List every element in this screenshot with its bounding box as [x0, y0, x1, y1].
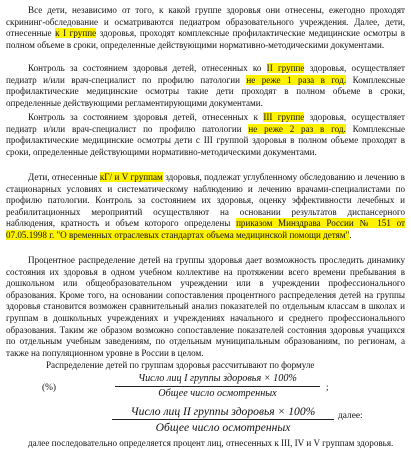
paragraph-text: Комплексные профилактические медицинские осмотры такие дети проходят в полном объеме в сроки, определенные действующими регламентирующими документами. [6, 74, 406, 108]
highlight-order-reference: приказом Минздрава России № 151 от 07.05.1998 г. "О временных отраслевых стандартах объема медицинской помощи детям" [6, 218, 405, 240]
highlight-group-2: II группе [266, 63, 305, 73]
paragraph-text: Контроль за состоянием здоровья детей, отнесенных к [28, 112, 258, 122]
highlight-group-1: к I группе [55, 28, 97, 39]
highlight-group-4-5: кГ/ и V группам [99, 172, 163, 182]
formula-suffix: далее: [338, 411, 363, 421]
highlight-frequency-2: не реже 2 раз в год. [248, 123, 346, 134]
paragraph-text: Контроль за состоянием здоровья детей, отнесенных ко [28, 63, 262, 73]
fraction-bar [115, 386, 320, 387]
highlight-group-3: III группе [263, 112, 305, 122]
fraction-numerator: Число лиц II группы здоровья × 100% [130, 405, 316, 418]
formula-group-2 [0, 403, 411, 443]
paragraph-text: здоровья, осуществляет педиатр и/или врач-специалист по профилю патологии [6, 112, 405, 134]
formula-suffix: ; [326, 383, 329, 393]
paragraph-1 [6, 5, 405, 51]
formula-prefix: (%) [42, 383, 57, 393]
paragraph-5 [6, 255, 405, 359]
fraction-numerator: Число лиц I группы здоровья × 100% [138, 373, 297, 384]
highlight-frequency-1: не реже 1 раза в год. [246, 74, 347, 85]
paragraph-text: Процентное распределение детей на группы здоровья дает возможность проследить динамику состояния их здоровья в одном учебном коллективе на протяжении всего времени пребывания в дошкольном или общеобразовательном учреждении или в учреждении профессионального образования. Кроме того, на основании сопоставления процентного распределения детей на группы здоровья становится возможен сравнительный анализ показателей по отдельным классам в школах и группам в дошкольных учреждениях и учреждениях начального и среднего профессионального образования. Таким же образом возможно сопоставление показателей состояния здоровья учащихся по отдельным учебным заведениям, по отдельным муниципальным образованиям, по регионам, а также на популяционном уровне в России в целом. [6, 255, 405, 358]
fraction-bar [112, 419, 334, 420]
paragraph-4 [6, 172, 405, 242]
fraction-group-2 [112, 405, 334, 434]
paragraph-text: далее последовательно определяется процент лиц, отнесенных к III, IV и V группам здоровья. [28, 438, 394, 448]
paragraph-text: Распределение детей по группам здоровья рассчитывают по формуле [46, 360, 315, 370]
fraction-denominator: Общее число осмотренных [158, 388, 277, 399]
paragraph-2 [6, 63, 405, 109]
paragraph-3 [6, 112, 405, 158]
paragraph-text: . [349, 229, 352, 240]
paragraph-text: здоровья, осуществляет педиатр и/или врач-специалист по профилю патологии [6, 63, 405, 85]
fraction-group-1 [115, 373, 320, 400]
paragraph-text: Дети, отнесенные [28, 172, 98, 182]
paragraph-7 [6, 438, 405, 450]
paragraph-text: Комплексные профилактические медицинские осмотры дети с III группой здоровья в полном объеме проходят в сроки, определенные действующими нормативно-методическими документами. [6, 123, 405, 157]
paragraph-text: здоровья, проходят комплексные профилактические медицинские осмотры в полном объеме в сроки, определенные действующими нормативно-методическими документами. [6, 28, 406, 50]
formula-group-1 [0, 370, 411, 404]
paragraph-text: Все дети, независимо от того, к какой группе здоровья они отнесены, ежегодно проходят скрининг-обследование и осматриваются педиатром образовательного учреждения. Далее, дети, отнесенные [6, 5, 405, 39]
fraction-denominator: Общее число осмотренных [155, 421, 291, 434]
paragraph-text: здоровья, подлежат углубленному обследованию и лечению в стационарных условиях и систематическому наблюдению и лечению врачами-специалистами по профилю патологии. Контроль за состоянием их здоровья, оценку эффективности лечебных и реабилитационных мероприятий осуществляют на основании результатов диспансерного наблюдения, кратность и объем которого определены [6, 172, 405, 229]
